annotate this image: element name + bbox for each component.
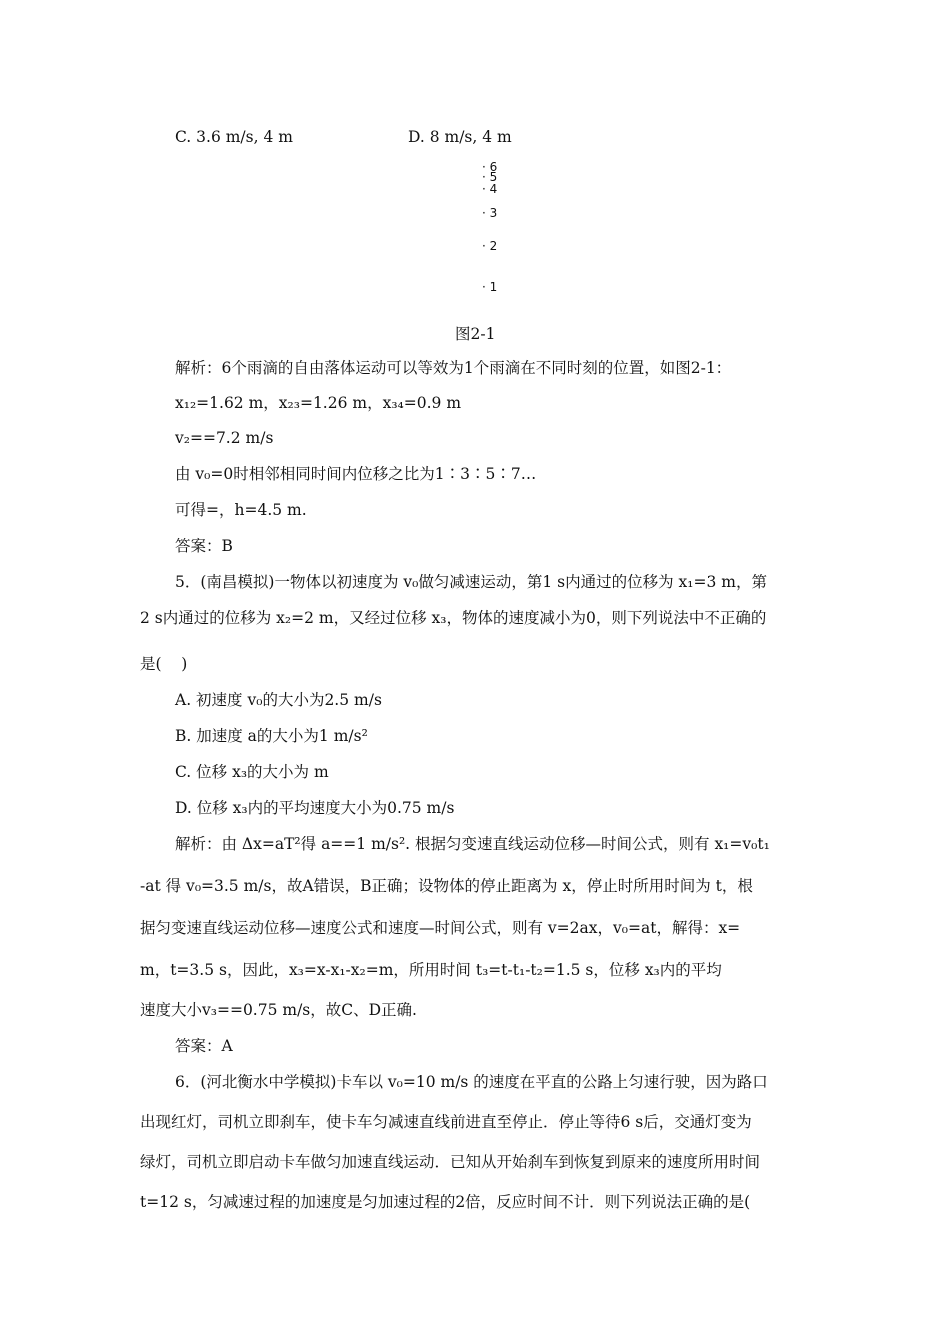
figure-caption: 图2-1: [455, 325, 496, 343]
text-line: t=12 s，匀减速过程的加速度是匀加速过程的2倍，反应时间不计．则下列说法正确的是(: [140, 1193, 751, 1211]
text-line: 可得=，h=4.5 m.: [175, 501, 307, 519]
drop-5: · 5: [482, 170, 498, 184]
text-line: 速度大小v₃==0.75 m/s，故C、D正确.: [140, 1001, 417, 1019]
option-c: C. 3.6 m/s, 4 m: [175, 128, 293, 146]
text-line: 2 s内通过的位移为 x₂=2 m，又经过位移 x₃，物体的速度减小为0，则下列说法中不正确的: [140, 609, 767, 627]
text-line: -at 得 v₀=3.5 m/s，故A错误，B正确；设物体的停止距离为 x，停止时所用时间为 t，根: [140, 877, 753, 895]
drop-2: · 2: [482, 239, 498, 253]
option-a: A. 初速度 v₀的大小为2.5 m/s: [175, 691, 382, 709]
question-6: 6．(河北衡水中学模拟)卡车以 v₀=10 m/s 的速度在平直的公路上匀速行驶，因为路口: [175, 1073, 768, 1091]
text-line: x₁₂=1.62 m，x₂₃=1.26 m，x₃₄=0.9 m: [175, 394, 462, 412]
drop-6: · 6: [482, 160, 498, 174]
text-line: 解析：6个雨滴的自由落体运动可以等效为1个雨滴在不同时刻的位置，如图2-1：: [175, 359, 732, 377]
option-c: C. 位移 x₃的大小为 m: [175, 763, 329, 781]
text-line: 是( ): [140, 655, 188, 673]
text-line: 由 v₀=0时相邻相同时间内位移之比为1∶3∶5∶7…: [175, 465, 537, 483]
option-b: B. 加速度 a的大小为1 m/s²: [175, 727, 368, 745]
text-line: 据匀变速直线运动位移—速度公式和速度—时间公式，则有 v=2ax，v₀=at，解得：x=: [140, 919, 741, 937]
answer-line: 答案：B: [175, 537, 233, 555]
text-line: 出现红灯，司机立即刹车，使卡车匀减速直线前进直至停止．停止等待6 s后，交通灯变为: [140, 1113, 752, 1131]
text-line: v₂==7.2 m/s: [175, 429, 274, 447]
option-d: D. 位移 x₃内的平均速度大小为0.75 m/s: [175, 799, 455, 817]
drop-4: · 4: [482, 182, 498, 196]
drop-1: · 1: [482, 280, 498, 294]
text-line: m，t=3.5 s，因此，x₃=x-x₁-x₂=m，所用时间 t₃=t-t₁-t₂=1.5 s，位移 x₃内的平均: [140, 961, 722, 979]
drop-3: · 3: [482, 206, 498, 220]
answer-line: 答案：A: [175, 1037, 233, 1055]
text-line: 解析：由 Δx=aT²得 a==1 m/s². 根据匀变速直线运动位移—时间公式，则有 x₁=v₀t₁: [175, 835, 770, 853]
text-line: 绿灯，司机立即启动卡车做匀加速直线运动．已知从开始刹车到恢复到原来的速度所用时间: [140, 1153, 761, 1171]
question-5: 5．(南昌模拟)一物体以初速度为 v₀做匀减速运动，第1 s内通过的位移为 x₁=3 m，第: [175, 573, 767, 591]
option-d: D. 8 m/s, 4 m: [408, 128, 512, 146]
